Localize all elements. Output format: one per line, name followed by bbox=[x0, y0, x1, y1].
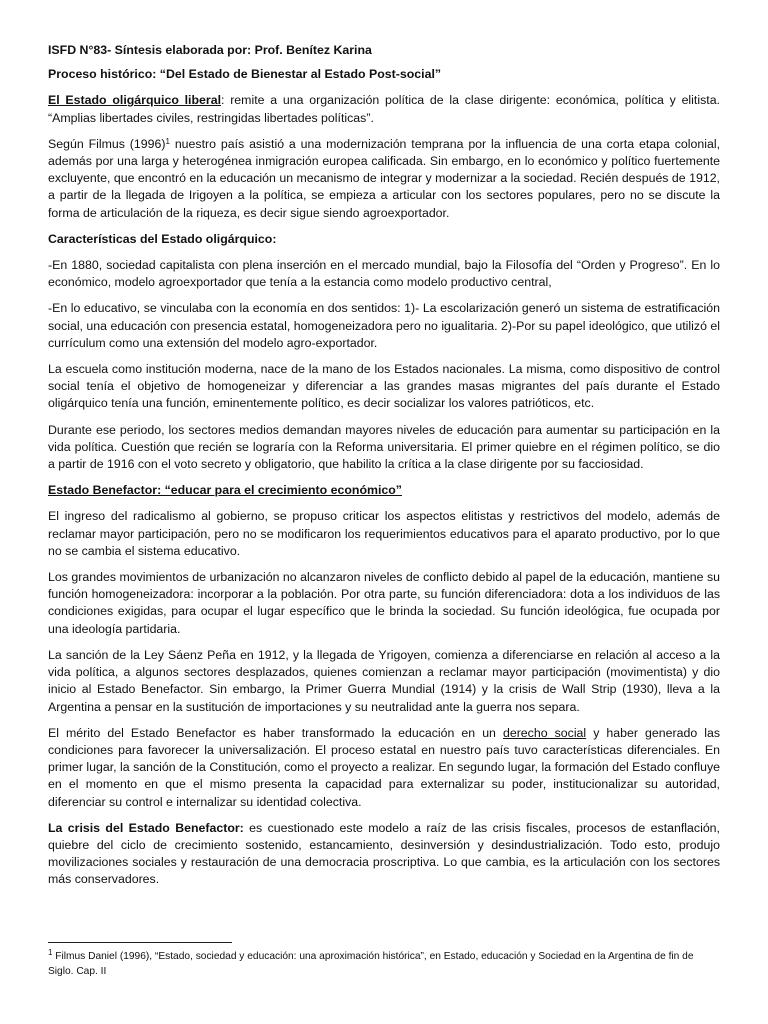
footnote-ref[interactable]: 1 bbox=[165, 136, 170, 146]
term-derecho-social: derecho social bbox=[502, 725, 587, 740]
paragraph-sectores-medios: Durante ese periodo, los sectores medios demandan mayores niveles de educación para aumentar su participación en la vida política. Cuestión que recién se lograría con la Reforma universitaria. El primer quiebre en el régimen político, se dio a partir de 1916 con el voto secreto y obligatorio, que habilito la crítica a la clase dirigente por su facciosidad. bbox=[48, 422, 720, 472]
paragraph-radicalismo: El ingreso del radicalismo al gobierno, se propuso criticar los aspectos elitistas y restrictivos del modelo, además de reclamar mayor participación, pero no se modificaron los requerimientos educativos para el aparato productivo, por lo que no se cambia el sistema educativo. bbox=[48, 509, 720, 558]
paragraph-saenz-pena: La sanción de la Ley Sáenz Peña en 1912, y la llegada de Yrigoyen, comienza a diferenciarse en relación al acceso a la vida política, a algunos sectores desplazados, quienes comienzan a reclamar mayor participación (movimentista) y dio inicio al Estado Benefactor. Sin embargo, la Primer Guerra Mundial (1914) y la crisis de Wall Strip (1930), lleva a la Argentina a pensar en la sustitución de importaciones y su neutralidad ante la guerra nos separa. bbox=[48, 647, 720, 714]
footnote-separator bbox=[48, 942, 232, 943]
document-title: Proceso histórico: “Del Estado de Bienestar al Estado Post-social” bbox=[48, 67, 442, 82]
paragraph-text: y haber generado las condiciones para favorecer la universalización. El proceso estatal en nuestro país tuvo características diferenciales. En primer lugar, la sanción de la Constitución, como el proyecto a realizar. En segundo lugar, la formación del Estado confluye en el momento en que el mismo presenta la capacidad para externalizar su poder, institucionalizar su autoridad, diferenciar su control e internalizar su identidad colectiva. bbox=[48, 725, 720, 809]
paragraph-text: : remite a una organización política de la clase dirigente: económica, política y elitista. “Amplias libertades civiles, restringidas libertades políticas”. bbox=[48, 93, 720, 125]
paragraph-text: nuestro país asistió a una modernización temprana por la influencia de una corta etapa colonial, además por una larga y heterogénea inmigración europea calificada. Sin embargo, en lo económico y político fuertemente excluyente, que encontró en la educación un mecanismo de integrar y modernizar a la sociedad. Recién después de 1912, a partir de la llegada de Irigoyen a la política, se empieza a articular con los sectores populares, pero no se discute la forma de articulación de la riqueza, es decir sigue siendo agroexportador. bbox=[48, 136, 721, 220]
footnote bbox=[48, 949, 720, 979]
paragraph-escuela: La escuela como institución moderna, nace de la mano de los Estados nacionales. La misma, como dispositivo de control social tenía el objetivo de homogeneizar y diferenciar a las grandes masas migrantes del país durante el Estado oligárquico tenía una función, eminentemente político, es decir socializar los valores patrióticos, etc. bbox=[48, 362, 720, 411]
paragraph-text: es cuestionado este modelo a raíz de las crisis fiscales, procesos de estanflación, quiebre del ciclo de crecimiento sostenido, estancamiento, desinversión y desindustrialización. Todo esto, produjo movilizaciones sociales y restauración de una democracia proscriptiva. Lo que cambia, es la articulación con los sectores más conservadores. bbox=[48, 820, 720, 887]
paragraph-text: El mérito del Estado Benefactor es haber transformado la educación en un bbox=[48, 725, 503, 740]
section-heading-benefactor: Estado Benefactor: “educar para el crecimiento económico” bbox=[48, 483, 402, 498]
term-estado-oligarquico: El Estado oligárquico liberal bbox=[48, 93, 221, 108]
section-heading-caracteristicas: Características del Estado oligárquico: bbox=[48, 231, 277, 246]
footnote-number: 1 bbox=[48, 948, 53, 957]
paragraph-1880: -En 1880, sociedad capitalista con plena inserción en el mercado mundial, bajo la Filosofía del “Orden y Progreso”. En lo económico, modelo agroexportador que tenía a la estancia como modelo productivo central, bbox=[48, 258, 720, 290]
paragraph-crisis bbox=[48, 820, 720, 889]
paragraph-estado-oligarquico bbox=[48, 92, 720, 126]
paragraph-educativo: -En lo educativo, se vinculaba con la economía en dos sentidos: 1)- La escolarización generó un sistema de estratificación social, una educación con presencia estatal, homogeneizadora pero no igualitaria. 2)-Por su papel ideológico, que utilizó el currículum como una extensión del modelo agro-exportador. bbox=[48, 301, 720, 350]
paragraph-filmus bbox=[48, 136, 720, 222]
term-crisis-benefactor: La crisis del Estado Benefactor: bbox=[48, 820, 244, 835]
paragraph-urbanizacion: Los grandes movimientos de urbanización no alcanzaron niveles de conflicto debido al papel de la educación, mantiene su función homogeneizadora: incorporar a la población. Por otra parte, su función diferenciadora: dota a los individuos de las condiciones exigidas, para ocupar el lugar específico que le brinda la sociedad. Su función ideológica, fue ocupada por una ideología partidaria. bbox=[48, 570, 720, 636]
paragraph-text: Según Filmus (1996) bbox=[48, 136, 166, 151]
header-line: ISFD N°83- Síntesis elaborada por: Prof. Benítez Karina bbox=[48, 43, 372, 57]
paragraph-merito bbox=[48, 725, 720, 811]
footnote-text: Filmus Daniel (1996), “Estado, sociedad y educación: una aproximación histórica”, en Estado, educación y Sociedad en la Argentina de fin de Siglo. Cap. II bbox=[48, 951, 694, 977]
